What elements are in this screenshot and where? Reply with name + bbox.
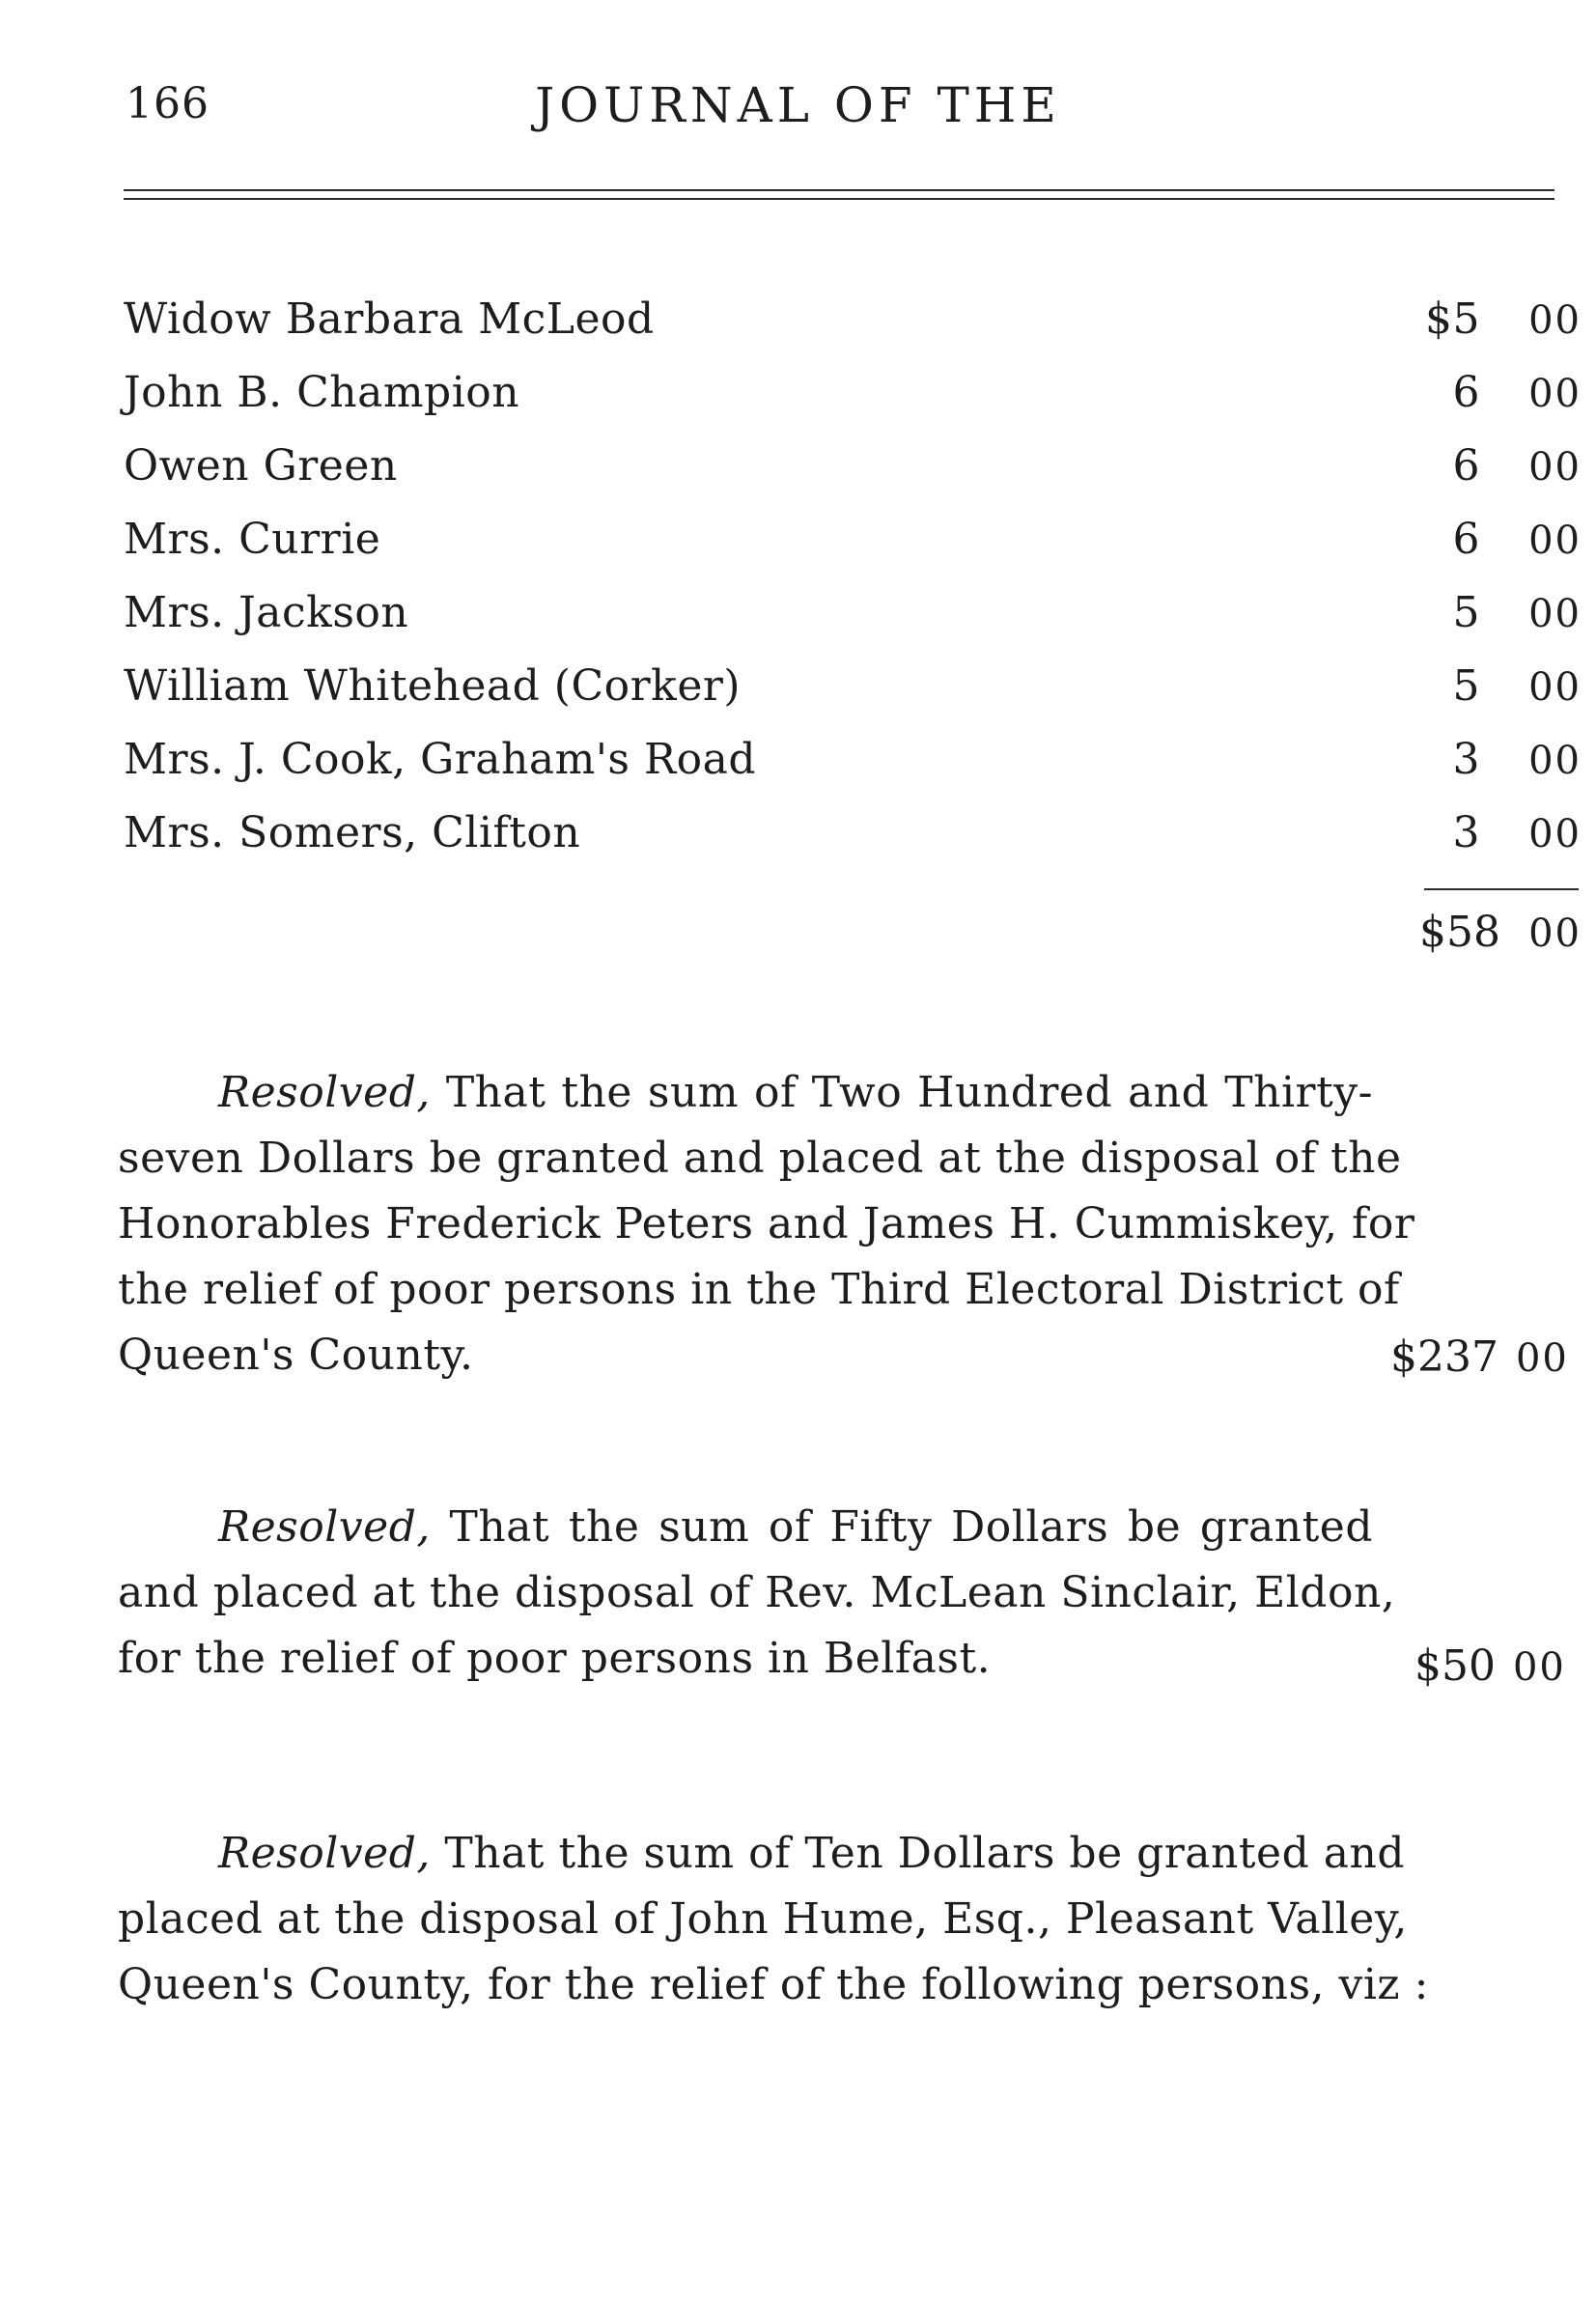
recipient-name: John B. Champion bbox=[124, 368, 520, 417]
amount-dollars: 3 bbox=[1452, 735, 1480, 784]
list-row bbox=[124, 735, 1582, 808]
amount-dollars: 5 bbox=[1452, 294, 1480, 344]
amount-cents: 00 bbox=[1528, 592, 1582, 636]
resolved-label: Resolved, bbox=[218, 1502, 431, 1552]
resolution-text: placed at the disposal of John Hume, Esq., Pleasant Valley, bbox=[118, 1894, 1408, 1944]
amount-cents: 00 bbox=[1528, 812, 1582, 856]
amount-cents: 00 bbox=[1528, 298, 1582, 343]
resolution-text: Queen's County, for the relief of the following persons, viz : bbox=[118, 1960, 1429, 2009]
running-head: JOURNAL OF THE bbox=[535, 77, 1061, 133]
resolution-text: Honorables Frederick Peters and James H. Cummiskey, for bbox=[118, 1199, 1415, 1248]
dollar-sign: $ bbox=[1425, 294, 1453, 344]
resolution-text: Queen's County. bbox=[118, 1331, 474, 1380]
amount-cents: 00 bbox=[1528, 372, 1582, 416]
recipient-name: Mrs. Jackson bbox=[124, 588, 409, 637]
list-row bbox=[124, 515, 1582, 588]
resolution-text: for the relief of poor persons in Belfast. bbox=[118, 1634, 992, 1683]
resolution-amount bbox=[1414, 1641, 1566, 1691]
recipient-name: Mrs. J. Cook, Graham's Road bbox=[124, 735, 757, 784]
resolved-label: Resolved, bbox=[218, 1068, 431, 1117]
amount-dollars: 6 bbox=[1452, 515, 1480, 564]
resolution-text: That the sum of Two Hundred and Thirty- bbox=[445, 1068, 1373, 1117]
total-cents: 00 bbox=[1528, 911, 1582, 956]
resolution-text: That the sum of Fifty Dollars be granted bbox=[449, 1502, 1373, 1552]
amount-cents: 00 bbox=[1528, 445, 1582, 490]
amount-cents: 00 bbox=[1528, 739, 1582, 783]
amount-cents: 00 bbox=[1515, 1336, 1569, 1381]
list-row bbox=[124, 661, 1582, 735]
list-row bbox=[124, 441, 1582, 515]
recipient-name: Owen Green bbox=[124, 441, 398, 491]
amount-dollars: 6 bbox=[1452, 441, 1480, 491]
resolved-label: Resolved, bbox=[218, 1829, 431, 1878]
amount-cents: 00 bbox=[1512, 1645, 1566, 1690]
header-rule-top bbox=[124, 189, 1554, 191]
resolution-text: seven Dollars be granted and placed at the disposal of the bbox=[118, 1134, 1402, 1183]
list-row bbox=[124, 588, 1582, 661]
resolution-thirty-seven bbox=[118, 1060, 1415, 1388]
header-rule-bottom bbox=[124, 198, 1554, 200]
amount-dollars: $237 bbox=[1390, 1332, 1498, 1382]
amount-cents: 00 bbox=[1528, 665, 1582, 710]
resolution-amount bbox=[1390, 1332, 1569, 1382]
amount-dollars: 6 bbox=[1452, 368, 1480, 417]
amount-cents: 00 bbox=[1528, 519, 1582, 563]
resolution-text: the relief of poor persons in the Third Electoral District of bbox=[118, 1265, 1400, 1314]
total-rule bbox=[1424, 888, 1579, 890]
recipient-name: William Whitehead (Corker) bbox=[124, 661, 742, 711]
recipient-name: Mrs. Somers, Clifton bbox=[124, 808, 581, 857]
resolution-text: That the sum of Ten Dollars be granted and bbox=[444, 1829, 1405, 1878]
relief-list bbox=[124, 294, 1582, 882]
amount-dollars: 3 bbox=[1452, 808, 1480, 857]
total-dollars: $58 bbox=[1419, 908, 1500, 957]
relief-total bbox=[1419, 908, 1582, 957]
list-row bbox=[124, 368, 1582, 441]
list-row bbox=[124, 808, 1582, 882]
amount-dollars: 5 bbox=[1452, 661, 1480, 711]
resolution-fifty bbox=[118, 1495, 1396, 1692]
recipient-name: Widow Barbara McLeod bbox=[124, 294, 655, 344]
page-number: 166 bbox=[126, 79, 210, 128]
resolution-text: and placed at the disposal of Rev. McLean Sinclair, Eldon, bbox=[118, 1568, 1396, 1617]
amount-dollars: 5 bbox=[1452, 588, 1480, 637]
recipient-name: Mrs. Currie bbox=[124, 515, 381, 564]
resolution-ten bbox=[118, 1821, 1429, 2018]
amount-dollars: $50 bbox=[1414, 1641, 1496, 1691]
list-row bbox=[124, 294, 1582, 368]
